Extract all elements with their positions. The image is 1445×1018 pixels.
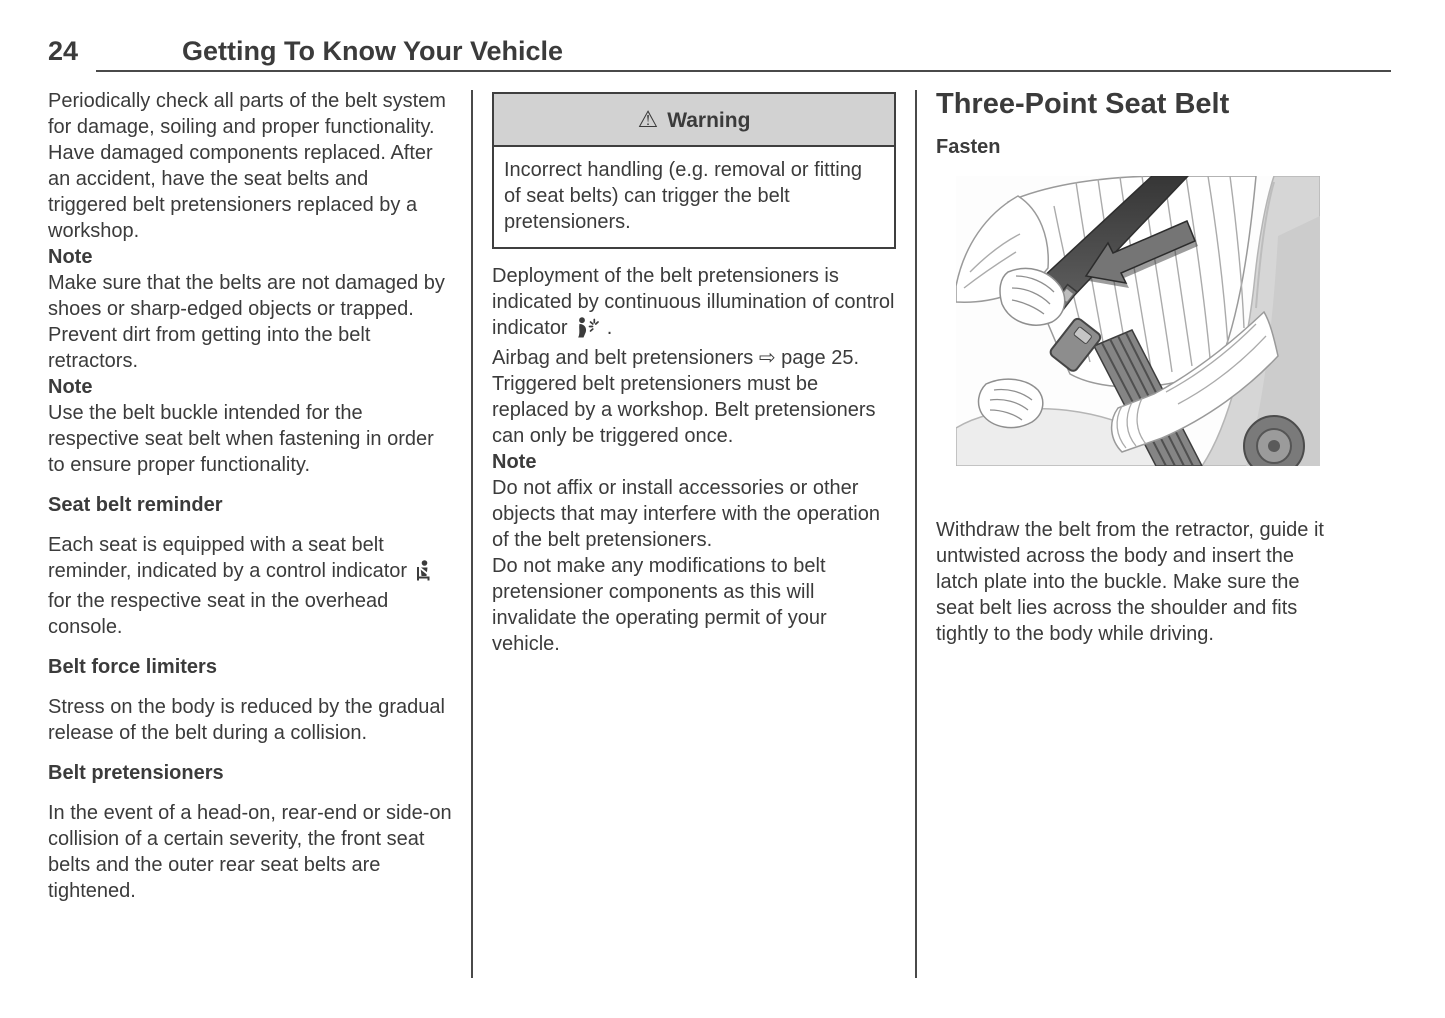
note-label: Note [48,376,93,398]
warning-header [494,94,894,147]
section-title: Three-Point Seat Belt [936,88,1230,120]
warning-title: Warning [667,109,751,132]
column-divider [915,90,917,978]
paragraph-text: Each seat is equipped with a seat belt reminder, indicated by a control indicator [48,534,408,582]
warning-triangle-icon: ⚠ [637,106,659,132]
note-label: Note [48,246,93,268]
warning-body: Incorrect handling (e.g. removal or fitting of seat belts) can trigger the belt pretensioners. [504,159,862,233]
paragraph-text: Airbag and belt pretensioners [492,347,754,369]
paragraph-fasten-instructions: Withdraw the belt from the retractor, guide it untwisted across the body and insert the latch plate into the buckle. Make sure the seat belt lies across the shoulder and fits tightly to the body while driving. [936,519,1324,645]
paragraph-belt-damage: Make sure that the belts are not damaged by shoes or sharp-edged objects or trapped. Prevent dirt from getting into the belt retractors. [48,272,445,372]
paragraph-belt-pretensioners: In the event of a head-on, rear-end or side-on collision of a certain severity, the front seat belts and the outer rear seat belts are tightened. [48,802,452,902]
paragraph-text: for the respective seat in the overhead console. [48,590,389,638]
paragraph-no-accessories: Do not affix or install accessories or other objects that may interfere with the operation of the belt pretensioners. [492,477,880,551]
paragraph-triggered-pretensioners: Triggered belt pretensioners must be replaced by a workshop. Belt pretensioners can only be triggered once. [492,373,876,447]
middle-column [492,88,896,978]
paragraph-belt-check: Periodically check all parts of the belt system for damage, soiling and proper functionality. [48,90,446,138]
subheading-belt-force-limiters: Belt force limiters [48,656,217,678]
paragraph-belt-buckle: Use the belt buckle intended for the respective seat belt when fastening in order to ensure proper functionality. [48,402,434,476]
subsection-title: Fasten [936,136,1001,158]
seat-belt-fasten-illustration [956,176,1320,466]
right-column [936,88,1340,978]
subheading-seat-belt-reminder: Seat belt reminder [48,494,223,516]
paragraph-seat-belt-reminder [48,532,452,640]
figure-wrap [956,176,1340,473]
column-divider [471,90,473,978]
seat-belt-reminder-indicator-icon [415,560,432,588]
page-reference-arrow-icon: ⇨ [758,347,776,369]
airbag-indicator-icon [575,317,599,345]
left-column [48,88,452,978]
paragraph-text: Deployment of the belt pretensioners is indicated by continuous illumination of control indicator [492,265,895,339]
warning-box [492,92,896,249]
paragraph-no-modifications: Do not make any modifications to belt pretensioner components as this will invalidate the operating permit of your vehicle. [492,555,827,655]
chapter-title: Getting To Know Your Vehicle [182,36,564,66]
note-label: Note [492,451,537,473]
paragraph-text: . [606,317,613,339]
header-rule [96,70,1391,72]
subheading-belt-pretensioners: Belt pretensioners [48,762,224,784]
page-number: 24 [48,36,79,66]
page-columns [48,88,1445,978]
paragraph-pretensioner-deployment [492,263,896,345]
paragraph-text: page 25. [781,347,860,369]
page-header [0,0,1445,72]
paragraph-airbag-page-ref [492,345,896,371]
paragraph-belt-force-limiters: Stress on the body is reduced by the gradual release of the belt during a collision. [48,696,445,744]
paragraph-replace-components: Have damaged components replaced. After an accident, have the seat belts and triggered belt pretensioners replaced by a workshop. [48,142,433,242]
